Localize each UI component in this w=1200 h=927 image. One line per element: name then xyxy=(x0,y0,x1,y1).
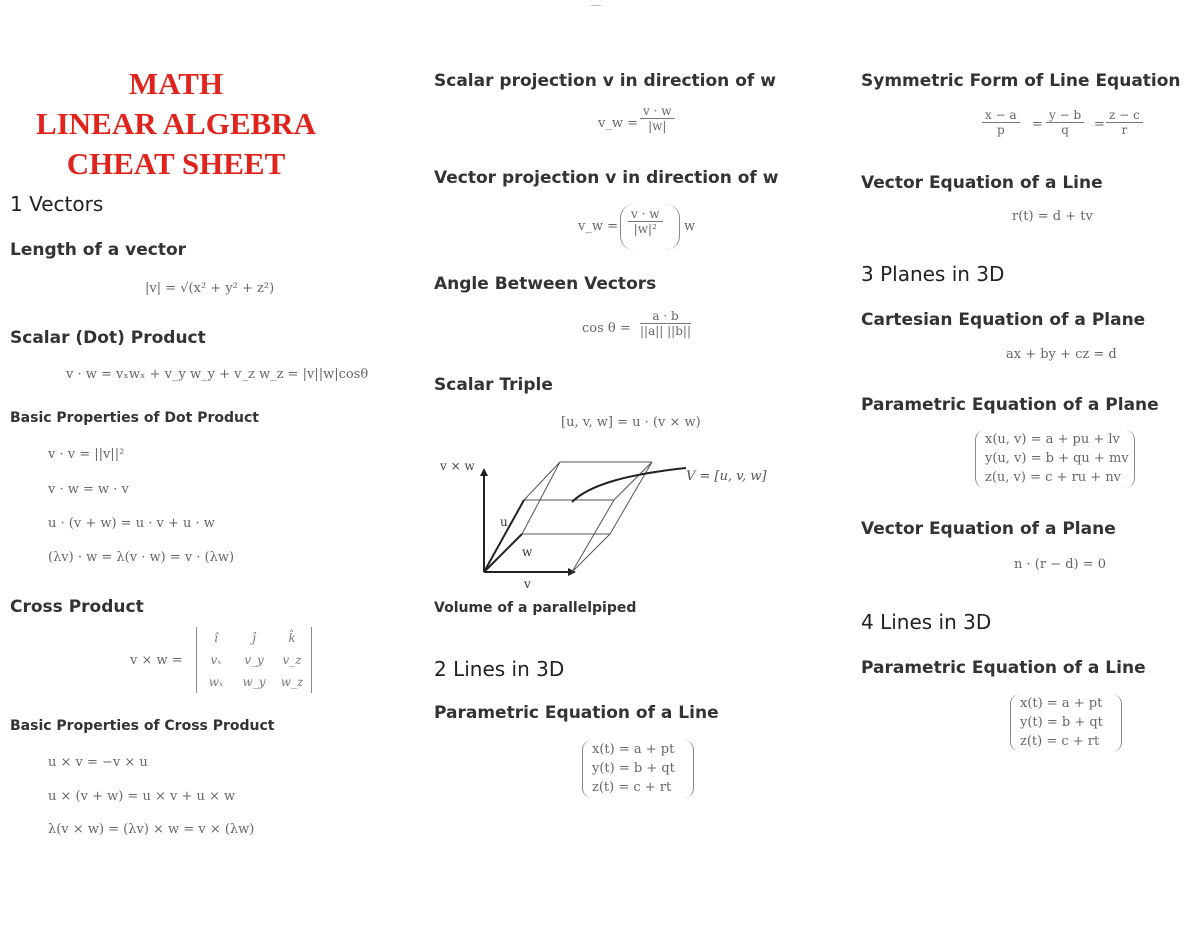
dot-props-heading: Basic Properties of Dot Product xyxy=(10,410,259,426)
matrix-cell: î xyxy=(214,631,218,645)
length-formula: |v| = √(x² + y² + z²) xyxy=(145,281,275,296)
angle-heading: Angle Between Vectors xyxy=(434,274,657,294)
cross-prop-2: u × (v + w) = u × v + u × w xyxy=(48,789,236,804)
matrix-cell: k̂ xyxy=(288,631,296,645)
title-line-1: MATH xyxy=(128,66,224,101)
dot-prop-3: u · (v + w) = u · v + u · w xyxy=(48,516,215,531)
param-plane-z: z(u, v) = c + ru + nv xyxy=(985,470,1122,485)
triple-heading: Scalar Triple xyxy=(434,375,553,395)
matrix-cell: v_z xyxy=(282,653,302,667)
label-u: u xyxy=(500,515,508,529)
cart-plane-heading: Cartesian Equation of a Plane xyxy=(861,310,1146,330)
vector-proj-fraction xyxy=(628,207,663,236)
param-line-x: x(t) = a + pt xyxy=(592,742,675,757)
vector-proj-lhs: v_w = xyxy=(578,219,618,234)
matrix-cell: w_z xyxy=(280,675,304,689)
param-line-heading: Parametric Equation of a Line xyxy=(434,703,719,723)
fraction-numerator: v · w xyxy=(640,104,675,119)
length-heading: Length of a vector xyxy=(10,240,187,260)
title-line-2: LINEAR ALGEBRA xyxy=(36,106,316,141)
dot-prop-2: v · w = w · v xyxy=(48,482,129,497)
dot-prop-4: (λv) · w = λ(v · w) = v · (λw) xyxy=(48,550,235,565)
fraction-numerator: y − b xyxy=(1046,108,1084,123)
angle-fraction xyxy=(640,309,691,338)
vector-proj-rhs: w xyxy=(684,219,696,234)
vector-plane-formula: n · (r − d) = 0 xyxy=(1014,557,1107,572)
label-w: w xyxy=(522,545,533,559)
cross-lhs: v × w = xyxy=(130,653,183,668)
symmetric-term-x xyxy=(982,108,1020,137)
dot-heading: Scalar (Dot) Product xyxy=(10,328,206,348)
sheet-title xyxy=(0,64,356,184)
symmetric-term-y xyxy=(1046,108,1084,137)
section-vectors: 1 Vectors xyxy=(10,192,104,216)
dot-prop-1: v · v = ||v||² xyxy=(48,447,125,462)
diagram-caption: Volume of a parallelpiped xyxy=(434,600,637,616)
fraction-denominator: q xyxy=(1061,123,1069,137)
cross-prop-1: u × v = −v × u xyxy=(48,755,148,770)
label-volume: V = [u, v, w] xyxy=(686,469,767,484)
fraction-numerator: z − c xyxy=(1106,108,1143,123)
fraction-numerator: v · w xyxy=(628,207,663,222)
dot-formula: v · w = vₓwₓ + v_y w_y + v_z w_z = |v||w|cosθ xyxy=(66,367,369,382)
scalar-proj-lhs: v_w = xyxy=(598,116,638,131)
fraction-denominator: |w|² xyxy=(633,222,657,236)
u-vector xyxy=(484,500,524,572)
matrix-cell: v_y xyxy=(244,653,264,667)
scalar-proj-heading: Scalar projection v in direction of w xyxy=(434,71,776,91)
matrix-cell: vₓ xyxy=(210,653,222,667)
cross-matrix xyxy=(196,627,312,693)
section-lines-3d-2: 4 Lines in 3D xyxy=(861,610,992,634)
fraction-denominator: ||a|| ||b|| xyxy=(640,324,691,338)
matrix-cell: w_y xyxy=(242,675,266,689)
vector-plane-heading: Vector Equation of a Plane xyxy=(861,519,1116,539)
section-lines-3d: 2 Lines in 3D xyxy=(434,657,565,681)
section-planes-3d: 3 Planes in 3D xyxy=(861,262,1005,286)
vector-line-heading: Vector Equation of a Line xyxy=(861,173,1103,193)
parallelepiped-diagram xyxy=(430,450,790,595)
fraction-numerator: x − a xyxy=(982,108,1020,123)
angle-lhs: cos θ = xyxy=(582,321,631,336)
param-plane-heading: Parametric Equation of a Plane xyxy=(861,395,1159,415)
cross-prop-3: λ(v × w) = (λv) × w = v × (λw) xyxy=(48,822,255,837)
symmetric-term-z xyxy=(1106,108,1143,137)
vxw-arrowhead xyxy=(480,468,488,476)
vector-proj-heading: Vector projection v in direction of w xyxy=(434,168,779,188)
label-v: v xyxy=(524,577,531,591)
matrix-cell: wₓ xyxy=(208,675,224,689)
fraction-denominator: |w| xyxy=(648,119,667,133)
vector-line-formula: r(t) = d + tv xyxy=(1012,209,1093,224)
cart-plane-formula: ax + by + cz = d xyxy=(1006,347,1117,362)
param-line-y: y(t) = b + qt xyxy=(592,761,675,776)
symmetric-heading: Symmetric Form of Line Equation xyxy=(861,71,1181,91)
title-line-3: CHEAT SHEET xyxy=(66,146,286,181)
equals-sign: = xyxy=(1032,117,1043,132)
side-edge xyxy=(522,462,560,534)
param-line2-y: y(t) = b + qt xyxy=(1020,715,1103,730)
param-line2-z: z(t) = c + rt xyxy=(1020,734,1100,749)
label-vxw: v × w xyxy=(440,459,475,473)
cross-heading: Cross Product xyxy=(10,597,144,617)
param-line-z: z(t) = c + rt xyxy=(592,780,672,795)
param-plane-y: y(u, v) = b + qu + mv xyxy=(985,451,1129,466)
fraction-numerator: a · b xyxy=(640,309,691,324)
param-line2-x: x(t) = a + pt xyxy=(1020,696,1103,711)
param-plane-x: x(u, v) = a + pu + lv xyxy=(985,432,1120,447)
top-edge xyxy=(524,462,560,500)
fraction-denominator: r xyxy=(1121,123,1128,137)
fraction-denominator: p xyxy=(996,123,1005,137)
page-mark: — xyxy=(591,0,601,11)
scalar-proj-fraction xyxy=(640,104,675,133)
cross-props-heading: Basic Properties of Cross Product xyxy=(10,718,275,734)
matrix-cell: ĵ xyxy=(252,631,256,645)
param-line2-heading: Parametric Equation of a Line xyxy=(861,658,1146,678)
equals-sign: = xyxy=(1094,117,1105,132)
triple-formula: [u, v, w] = u · (v × w) xyxy=(561,415,701,430)
